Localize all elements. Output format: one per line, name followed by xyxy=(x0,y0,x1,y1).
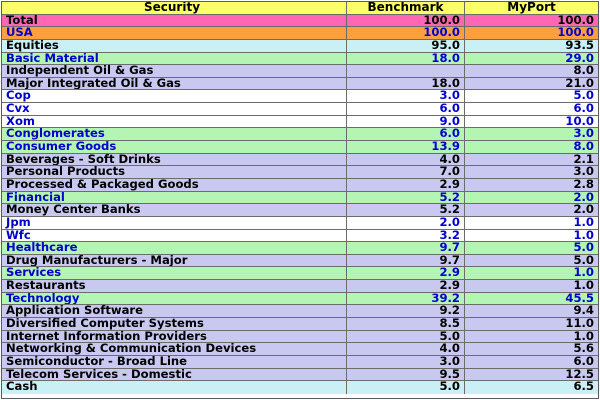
table-header-row xyxy=(2,2,598,15)
security-name-cell: Application Software xyxy=(2,305,347,317)
myport-value-cell: 5.0 xyxy=(573,254,594,267)
security-name-cell: Equities xyxy=(2,40,347,52)
table-row[interactable] xyxy=(2,40,598,53)
benchmark-value-cell: 100.0 xyxy=(347,27,465,39)
security-name-cell: Beverages - Soft Drinks xyxy=(2,154,347,166)
benchmark-value-cell: 8.5 xyxy=(347,318,465,330)
security-name-cell: Jpm xyxy=(2,217,347,229)
table-row[interactable] xyxy=(2,242,598,255)
table-row[interactable] xyxy=(2,27,598,40)
myport-value-cell: 21.0 xyxy=(565,77,594,90)
table-row[interactable] xyxy=(2,166,598,179)
benchmark-value-cell: 4.0 xyxy=(347,154,465,166)
benchmark-value-cell: 9.0 xyxy=(347,116,465,128)
table-row[interactable] xyxy=(2,267,598,280)
security-name-cell: USA xyxy=(2,27,347,39)
security-name-cell: Total xyxy=(2,15,347,27)
table-row[interactable] xyxy=(2,179,598,192)
myport-value-cell: 1.0 xyxy=(573,330,594,343)
security-name-cell: Healthcare xyxy=(2,242,347,254)
myport-value-cell: 2.0 xyxy=(573,191,594,204)
myport-value-cell: 5.0 xyxy=(573,90,594,103)
table-body xyxy=(2,15,598,394)
holdings-table xyxy=(1,1,599,399)
security-name-cell: Cvx xyxy=(2,103,347,115)
myport-value-cell: 11.0 xyxy=(565,318,594,330)
table-row[interactable] xyxy=(2,331,598,344)
security-name-cell: Cash xyxy=(2,381,347,394)
table-row[interactable] xyxy=(2,217,598,230)
myport-value-cell: 5.0 xyxy=(573,242,594,254)
table-row[interactable] xyxy=(2,204,598,217)
myport-value-cell: 12.5 xyxy=(565,368,594,381)
benchmark-value-cell: 18.0 xyxy=(347,53,465,65)
benchmark-value-cell: 9.5 xyxy=(347,369,465,381)
security-name-cell: Networking & Communication Devices xyxy=(2,343,347,355)
benchmark-value-cell: 5.0 xyxy=(347,381,465,394)
benchmark-value-cell: 3.2 xyxy=(347,230,465,242)
security-name-cell: Money Center Banks xyxy=(2,204,347,216)
benchmark-value-cell: 9.7 xyxy=(347,255,465,267)
benchmark-value-cell: 9.7 xyxy=(347,242,465,254)
benchmark-value-cell: 95.0 xyxy=(347,40,465,52)
myport-value-cell: 2.8 xyxy=(573,178,594,191)
myport-value-cell: 1.0 xyxy=(573,229,594,242)
myport-value-cell: 1.0 xyxy=(573,267,594,280)
benchmark-value-cell: 13.9 xyxy=(347,141,465,153)
myport-value-cell: 9.4 xyxy=(573,305,594,318)
benchmark-value-cell: 6.0 xyxy=(347,103,465,115)
benchmark-value-cell: 3.0 xyxy=(347,90,465,102)
myport-value-cell: 3.0 xyxy=(573,128,594,141)
table-row[interactable] xyxy=(2,154,598,167)
security-name-cell: Technology xyxy=(2,293,347,305)
security-name-cell: Processed & Packaged Goods xyxy=(2,179,347,191)
security-name-cell: Personal Products xyxy=(2,166,347,178)
benchmark-value-cell: 5.2 xyxy=(347,204,465,216)
table-row[interactable] xyxy=(2,128,598,141)
benchmark-value-cell: 2.9 xyxy=(347,267,465,279)
benchmark-value-cell: 5.2 xyxy=(347,192,465,204)
table-row[interactable] xyxy=(2,65,598,78)
myport-value-cell: 2.1 xyxy=(573,153,594,166)
myport-value-cell: 1.0 xyxy=(573,280,594,292)
table-row[interactable] xyxy=(2,192,598,205)
table-row[interactable] xyxy=(2,230,598,243)
column-header-benchmark[interactable]: Benchmark xyxy=(347,2,465,14)
myport-value-cell: 10.0 xyxy=(565,115,594,128)
table-row[interactable] xyxy=(2,305,598,318)
myport-value-cell: 6.5 xyxy=(573,381,594,394)
table-row[interactable] xyxy=(2,103,598,116)
table-row[interactable] xyxy=(2,381,598,394)
security-name-cell: Internet Information Providers xyxy=(2,331,347,343)
security-name-cell: Restaurants xyxy=(2,280,347,292)
benchmark-value-cell: 18.0 xyxy=(347,78,465,90)
table-row[interactable] xyxy=(2,141,598,154)
myport-value-cell: 6.0 xyxy=(573,355,594,368)
benchmark-value-cell: 39.2 xyxy=(347,293,465,305)
benchmark-value-cell: 100.0 xyxy=(347,15,465,27)
table-row[interactable] xyxy=(2,293,598,306)
myport-value-cell: 93.5 xyxy=(565,39,594,52)
myport-value-cell: 5.6 xyxy=(573,343,594,355)
benchmark-value-cell: 7.0 xyxy=(347,166,465,178)
myport-value-cell: 8.0 xyxy=(573,65,594,77)
benchmark-value-cell: 2.9 xyxy=(347,280,465,292)
benchmark-value-cell xyxy=(347,65,465,77)
benchmark-value-cell: 2.0 xyxy=(347,217,465,229)
benchmark-value-cell: 6.0 xyxy=(347,128,465,140)
myport-value-cell: 1.0 xyxy=(573,216,594,229)
benchmark-value-cell: 2.9 xyxy=(347,179,465,191)
table-row[interactable] xyxy=(2,356,598,369)
security-name-cell: Financial xyxy=(2,192,347,204)
security-name-cell: Drug Manufacturers - Major xyxy=(2,255,347,267)
benchmark-value-cell: 4.0 xyxy=(347,343,465,355)
security-name-cell: Services xyxy=(2,267,347,279)
myport-value-cell: 6.0 xyxy=(573,103,594,115)
table-row[interactable] xyxy=(2,78,598,91)
column-header-myport[interactable]: MyPort xyxy=(507,2,556,14)
security-name-cell: Conglomerates xyxy=(2,128,347,140)
myport-value-cell: 29.0 xyxy=(565,52,594,65)
security-name-cell: Wfc xyxy=(2,230,347,242)
benchmark-value-cell: 9.2 xyxy=(347,305,465,317)
table-row[interactable] xyxy=(2,90,598,103)
column-header-security[interactable]: Security xyxy=(2,2,347,14)
security-name-cell: Semiconductor - Broad Line xyxy=(2,356,347,368)
myport-value-cell: 100.0 xyxy=(557,14,594,27)
myport-value-cell: 100.0 xyxy=(557,27,594,39)
security-name-cell: Basic Material xyxy=(2,53,347,65)
myport-value-cell: 3.0 xyxy=(573,166,594,178)
myport-value-cell: 2.0 xyxy=(573,204,594,216)
table-row[interactable] xyxy=(2,318,598,331)
table-row[interactable] xyxy=(2,255,598,268)
benchmark-value-cell: 3.0 xyxy=(347,356,465,368)
security-name-cell: Major Integrated Oil & Gas xyxy=(2,78,347,90)
table-row[interactable] xyxy=(2,280,598,293)
myport-value-cell: 45.5 xyxy=(565,292,594,305)
table-row[interactable] xyxy=(2,343,598,356)
security-name-cell: Independent Oil & Gas xyxy=(2,65,347,77)
table-row[interactable] xyxy=(2,15,598,28)
security-name-cell: Consumer Goods xyxy=(2,141,347,153)
benchmark-value-cell: 5.0 xyxy=(347,331,465,343)
security-name-cell: Cop xyxy=(2,90,347,102)
table-row[interactable] xyxy=(2,369,598,382)
table-row[interactable] xyxy=(2,116,598,129)
security-name-cell: Xom xyxy=(2,116,347,128)
myport-value-cell: 8.0 xyxy=(573,141,594,153)
security-name-cell: Telecom Services - Domestic xyxy=(2,369,347,381)
security-name-cell: Diversified Computer Systems xyxy=(2,318,347,330)
table-row[interactable] xyxy=(2,53,598,66)
